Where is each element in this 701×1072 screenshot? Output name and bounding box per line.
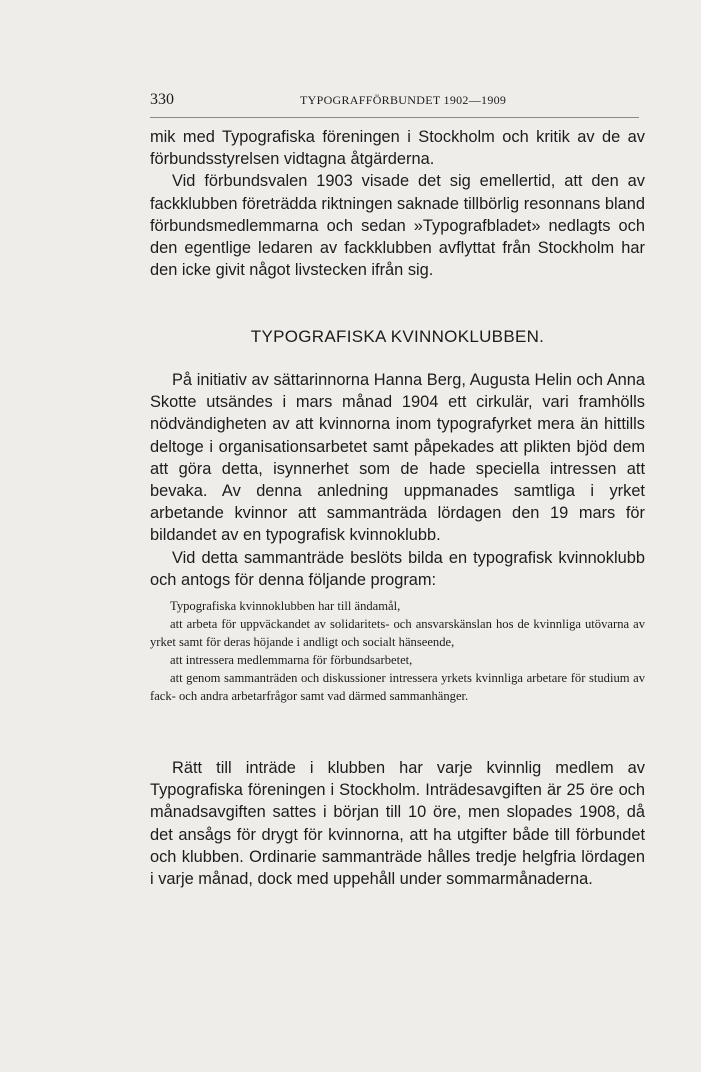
program-block [150, 597, 645, 706]
section-heading: TYPOGRAFISKA KVINNOKLUBBEN. [250, 327, 545, 346]
body-text-bottom [150, 757, 645, 890]
page-number: 330 [150, 91, 174, 108]
paragraph-sammantrade: Vid detta sammanträde beslöts bilda en typografisk kvinnoklubb och antogs för denna följande program: [150, 548, 645, 589]
program-line: att arbeta för uppväckandet av solidaritets- och ansvarskänslan hos de kvinnliga utövarna av yrket samt för deras höjande i andligt och socialt hänseende, [150, 617, 645, 650]
body-text-middle [150, 369, 645, 591]
program-line: att genom sammanträden och diskussioner intressera yrkets kvinnliga arbetare för studium av fack- och andra arbetarfrågor samt vad därmed sammanhänger. [150, 671, 645, 704]
program-line: Typografiska kvinnoklubben har till ändamål, [170, 599, 401, 613]
paragraph-continuation: mik med Typografiska föreningen i Stockholm och kritik av de av förbundsstyrelsen vidtagna åtgärderna. [150, 128, 645, 169]
body-text-top [150, 126, 645, 281]
paragraph-initiativ: På initiativ av sättarinnorna Hanna Berg, Augusta Helin och Anna Skotte utsändes i mars månad 1904 ett cirkulär, vari framhölls nödvändigheten av att kvinnorna inom typografyrket mera än hittills deltoge i organisationsarbetet samt påpekades att plikten bjöd dem att göra detta, isynnerhet som de hade speciella intressen att bevaka. Av denna anledning uppmanades samtliga i yrket arbetande kvinnor att sammanträda lördagen den 19 mars för bildandet av en typografisk kvinnoklubb. [150, 371, 645, 545]
paragraph-inträde: Rätt till inträde i klubben har varje kvinnlig medlem av Typografiska föreningen i Stockholm. Inträdesavgiften är 25 öre och månadsavgiften sattes i början till 10 öre, men slopades 1908, då det ansågs för drygt för kvinnorna, att ha utgifter både till förbundet och klubben. Ordinarie sammanträde hålles tredje helgfria lördagen i varje månad, dock med uppehåll under sommarmånaderna. [150, 759, 645, 889]
page-header [150, 91, 639, 115]
header-rule [150, 117, 639, 118]
running-title: TYPOGRAFFÖRBUNDET 1902—1909 [300, 93, 507, 107]
program-line: att intressera medlemmarna för förbundsarbetet, [170, 653, 413, 668]
paragraph-forbundsvalen: Vid förbundsvalen 1903 visade det sig emellertid, att den av fackklubben företrädda riktningen saknade tillbörlig resonnans bland förbundsmedlemmarna och sedan »Typografbladet» nedlagts och den egentlige ledaren av fackklubben avflyttat från Stockholm har den icke givit något livstecken ifrån sig. [150, 172, 645, 280]
